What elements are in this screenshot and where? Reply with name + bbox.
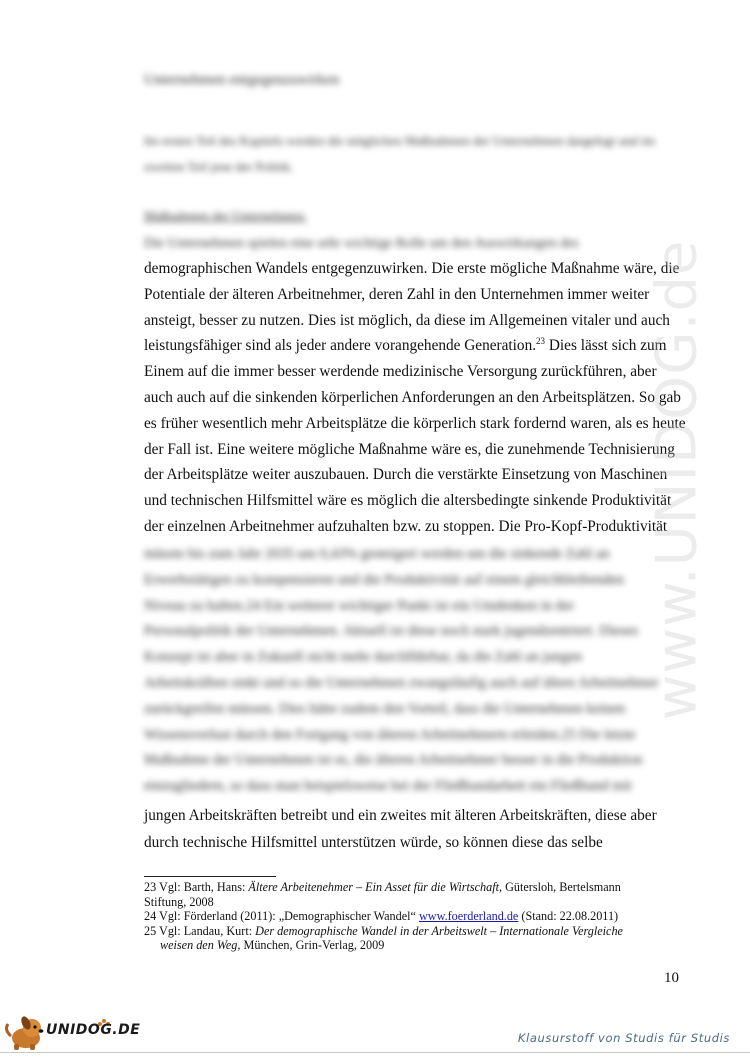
footnote-continuation: [144, 938, 664, 953]
blurred-line: Personalpolitik der Unternehmen. Aktuell ist diese noch stark jugendzentriert. Dieses: [144, 623, 639, 640]
blurred-line: Erwerbstätigen zu kompensieren und die Produktivität auf einem gleichbleibenden: [144, 571, 624, 588]
page-number: 10: [664, 970, 679, 986]
text-line: und technischen Hilfsmittel wäre es möglich die altersbedingte sinkende Produktivität: [144, 492, 672, 510]
text-line: demographischen Wandels entgegenzuwirken. Die erste mögliche Maßnahme wäre, die: [144, 260, 680, 277]
text-line: es früher wesentlich mehr Arbeitsplätze die körperlich stark fordernd waren, als es heute: [144, 414, 686, 432]
section-heading: Unternehmen entgegenzuwirken: [144, 72, 340, 88]
text-segment: Dies lässt sich zum: [545, 337, 667, 355]
text-line: ansteigt, besser zu nutzen. Dies ist möglich, da diese im Allgemeinen vitaler und auch: [144, 311, 670, 329]
text-line: der Arbeitsplätze weiter auszubauen. Durch die verstärkte Einsetzung von Maschinen: [144, 466, 668, 484]
footnote-link[interactable]: www.foerderland.de: [418, 909, 519, 923]
footnote-text: , Gütersloh, Bertelsmann: [499, 880, 621, 894]
footnote-text: 23 Vgl: Barth, Hans:: [144, 880, 246, 894]
blurred-line: Konzept ist aber in Zukunft nicht mehr durchführbar, da die Zahl an jungen: [144, 649, 582, 666]
footnote-text: 25 Vgl: Landau, Kurt:: [144, 923, 253, 938]
watermark: www.UNIDOG.de: [644, 239, 710, 721]
text-line: Einem auf die immer besser werdende medizinische Versorgung zurückführen, aber: [144, 363, 657, 381]
footnote-divider: [144, 876, 276, 877]
footnote-text: 24 Vgl: Förderland (2011): „Demographischer Wandel“: [144, 909, 416, 923]
text-segment: leistungsfähiger sind als jeder andere vorangehende Generation.: [144, 337, 537, 355]
intro-paragraph: Im ersten Teil des Kapitels werden die möglichen Maßnahmen der Unternehmen dargelegt und im zweiten Teil jene der Politik.: [144, 133, 655, 174]
footnote-text: München, Grin-Verlag, 2009: [240, 938, 385, 952]
footnote-title: weisen den Weg,: [160, 938, 241, 952]
blurred-line: Wissensverlust durch den Fortgang von älteren Arbeitnehmern erleiden.25 Die letzte: [144, 726, 636, 743]
text-line: [144, 333, 680, 359]
footnote-text: (Stand: 22.08.2011): [518, 909, 619, 923]
section-subtitle: Maßnahmen der Unternehmen:: [144, 208, 307, 223]
footnote-24: [144, 909, 664, 924]
blurred-line: Die Unternehmen spielen eine sehr wichtige Rolle um den Auswirkungen des: [144, 236, 579, 251]
text-line: Potentiale der älteren Arbeitnehmer, deren Zahl in den Unternehmen immer weiter: [144, 285, 650, 303]
blurred-line: Arbeitskräften sinkt und so die Unternehmen zwangsläufig auch auf ältere Arbeitnehmer: [144, 674, 659, 691]
blurred-paragraph: [144, 542, 680, 800]
body-paragraph: [144, 256, 686, 540]
body-paragraph-end: [144, 802, 680, 856]
footnote-23: [144, 880, 664, 909]
blurred-line: Maßnahme der Unternehmen ist es, die älteren Arbeitnehmer besser in die Produktion: [144, 752, 643, 769]
blurred-line: müsste bis zum Jahr 2035 um 0,43% gesteigert werden um die sinkende Zahl an: [144, 546, 610, 562]
footer-tagline: Klausurstoff von Studis für Studis: [517, 1031, 730, 1045]
text-line: durch technische Hilfsmittel unterstützen würde, so können diese das selbe: [144, 834, 603, 851]
footnote-title: Der demographische Wandel in der Arbeitswelt – Internationale Vergleiche: [255, 923, 623, 938]
footnote-title: Ältere Arbeitenehmer – Ein Asset für die Wirtschaft: [248, 880, 499, 894]
footnote-25: [144, 924, 664, 953]
blurred-line: einzugliedern, so dass man beispielsweise bei der Fließbandarbeit ein Fließband mit: [144, 778, 632, 795]
blurred-line: zurückgreifen müssen. Dies hätte zudem den Vorteil, dass die Unternehmen keinen: [144, 700, 626, 717]
text-line: der Fall ist. Eine weitere mögliche Maßnahme wäre es, die zunehmende Technisierung: [144, 440, 675, 458]
footer-divider: [0, 1052, 750, 1053]
footnote-ref: 23: [536, 336, 546, 347]
text-line: jungen Arbeitskräften betreibt und ein zweites mit älteren Arbeitskräften, diese aber: [144, 807, 657, 824]
text-line: der einzelnen Arbeitnehmer aufzuhalten bzw. zu stoppen. Die Pro-Kopf-Produktivität: [144, 517, 668, 535]
footnotes: [144, 880, 664, 953]
blurred-line: Niveau zu halten.24 Ein weiterer wichtiger Punkt ist ein Umdenken in der: [144, 597, 575, 614]
logo-text: UNIDOG.DE: [46, 1022, 141, 1038]
footnote-text: Stiftung, 2008: [144, 894, 214, 909]
text-line: auch auch auf die sinkenden körperlichen Anforderungen an den Arbeitsplätzen. So gab: [144, 388, 681, 406]
